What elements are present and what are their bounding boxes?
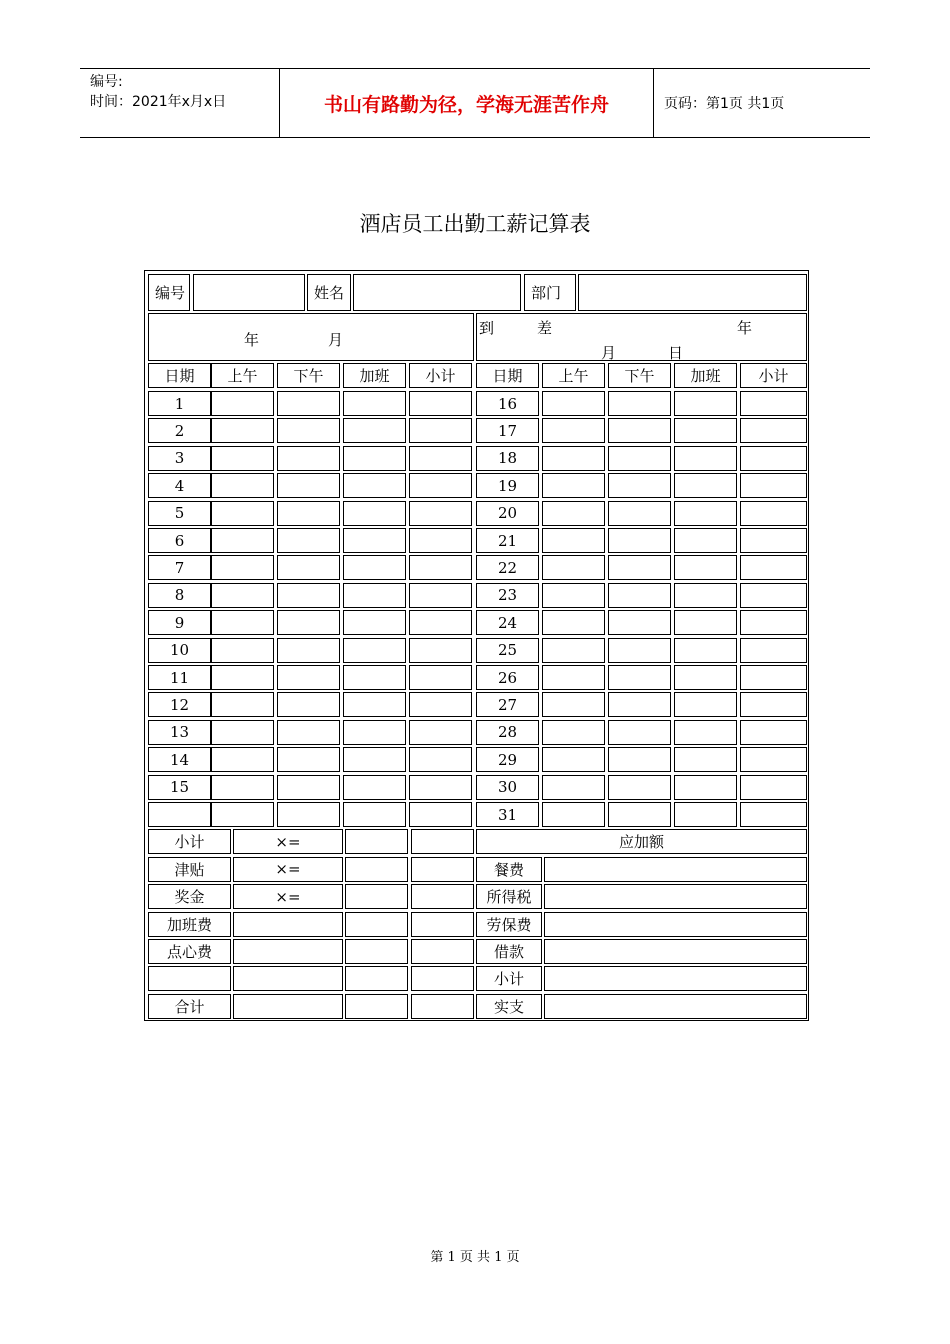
day-cell: 24 [476, 610, 539, 635]
period-year: 年 [244, 331, 260, 349]
day-cell: 31 [476, 802, 539, 827]
entry-cell [409, 692, 472, 717]
day-cell [148, 802, 211, 827]
column-header-0: 日期 [148, 363, 211, 388]
summary-right-value [544, 994, 807, 1019]
period-right [476, 313, 807, 361]
entry-cell [343, 638, 406, 663]
entry-cell [740, 418, 807, 443]
entry-cell [409, 418, 472, 443]
column-header-4: 小计 [409, 363, 472, 388]
summary-formula [233, 912, 343, 937]
column-header-3: 加班 [343, 363, 406, 388]
entry-cell [211, 720, 274, 745]
summary-right-value [544, 939, 807, 964]
info-dept-value [578, 274, 807, 311]
period-month2: 月 [601, 344, 617, 362]
entry-cell [740, 747, 807, 772]
summary-right-label: 小计 [476, 966, 542, 991]
day-cell: 2 [148, 418, 211, 443]
entry-cell [211, 665, 274, 690]
header-motto: 书山有路勤为径，学海无涯苦作舟 [280, 69, 654, 137]
entry-cell [277, 720, 340, 745]
entry-cell [277, 418, 340, 443]
day-cell: 18 [476, 446, 539, 471]
entry-cell [674, 501, 737, 526]
day-cell: 6 [148, 528, 211, 553]
entry-cell [674, 692, 737, 717]
summary-formula [233, 966, 343, 991]
entry-cell [608, 610, 671, 635]
entry-cell [740, 638, 807, 663]
entry-cell [542, 446, 605, 471]
entry-cell [343, 775, 406, 800]
entry-cell [277, 473, 340, 498]
entry-cell [211, 391, 274, 416]
summary-right-value [544, 912, 807, 937]
entry-cell [608, 747, 671, 772]
summary-right-value [544, 857, 807, 882]
summary-right-label: 实支 [476, 994, 542, 1019]
entry-cell [608, 528, 671, 553]
day-cell: 3 [148, 446, 211, 471]
entry-cell [343, 528, 406, 553]
entry-cell [608, 775, 671, 800]
entry-cell [740, 692, 807, 717]
day-cell: 25 [476, 638, 539, 663]
entry-cell [674, 802, 737, 827]
column-header-1: 上午 [211, 363, 274, 388]
summary-value [411, 912, 474, 937]
day-cell: 17 [476, 418, 539, 443]
entry-cell [211, 528, 274, 553]
entry-cell [608, 473, 671, 498]
entry-cell [277, 391, 340, 416]
entry-cell [674, 418, 737, 443]
entry-cell [343, 720, 406, 745]
entry-cell [409, 775, 472, 800]
entry-cell [277, 555, 340, 580]
day-cell: 7 [148, 555, 211, 580]
entry-cell [211, 501, 274, 526]
entry-cell [674, 391, 737, 416]
entry-cell [343, 418, 406, 443]
summary-label: 小计 [148, 829, 231, 854]
entry-cell [674, 638, 737, 663]
entry-cell [409, 446, 472, 471]
period-to: 到 [479, 319, 495, 337]
entry-cell [542, 747, 605, 772]
day-cell: 30 [476, 775, 539, 800]
entry-cell [740, 391, 807, 416]
header-page-info: 页码：第1页 共1页 [664, 96, 785, 112]
summary-label: 合计 [148, 994, 231, 1019]
period-left [148, 313, 474, 361]
entry-cell [277, 665, 340, 690]
day-cell: 21 [476, 528, 539, 553]
entry-cell [211, 555, 274, 580]
day-cell: 9 [148, 610, 211, 635]
info-number-value [193, 274, 305, 311]
entry-cell [409, 528, 472, 553]
summary-label [148, 966, 231, 991]
page-header [80, 68, 870, 138]
entry-cell [674, 528, 737, 553]
day-cell: 8 [148, 583, 211, 608]
entry-cell [674, 583, 737, 608]
info-number-label: 编号 [148, 274, 190, 311]
day-cell: 26 [476, 665, 539, 690]
entry-cell [277, 638, 340, 663]
period-day2: 日 [668, 344, 684, 362]
entry-cell [343, 665, 406, 690]
entry-cell [674, 775, 737, 800]
summary-value [411, 884, 474, 909]
entry-cell [542, 391, 605, 416]
summary-value [345, 857, 408, 882]
summary-value [345, 829, 408, 854]
day-cell: 19 [476, 473, 539, 498]
entry-cell [211, 446, 274, 471]
summary-value [345, 966, 408, 991]
summary-right-label: 劳保费 [476, 912, 542, 937]
page-title: 酒店员工出勤工薪记算表 [359, 212, 591, 236]
entry-cell [740, 555, 807, 580]
entry-cell [211, 583, 274, 608]
entry-cell [343, 692, 406, 717]
summary-value [345, 884, 408, 909]
entry-cell [740, 446, 807, 471]
column-header-6: 上午 [542, 363, 605, 388]
entry-cell [608, 802, 671, 827]
column-header-5: 日期 [476, 363, 539, 388]
entry-cell [674, 610, 737, 635]
entry-cell [277, 501, 340, 526]
entry-cell [409, 802, 472, 827]
entry-cell [542, 638, 605, 663]
salary-table [144, 270, 809, 1021]
day-cell: 22 [476, 555, 539, 580]
summary-value [345, 939, 408, 964]
summary-formula: ×= [233, 884, 343, 909]
entry-cell [740, 501, 807, 526]
day-cell: 12 [148, 692, 211, 717]
entry-cell [608, 720, 671, 745]
summary-right-value [544, 966, 807, 991]
entry-cell [277, 747, 340, 772]
entry-cell [608, 446, 671, 471]
summary-formula [233, 994, 343, 1019]
entry-cell [211, 802, 274, 827]
day-cell: 28 [476, 720, 539, 745]
day-cell: 14 [148, 747, 211, 772]
summary-value [411, 857, 474, 882]
entry-cell [608, 555, 671, 580]
column-header-7: 下午 [608, 363, 671, 388]
entry-cell [740, 473, 807, 498]
entry-cell [674, 747, 737, 772]
summary-value [345, 994, 408, 1019]
entry-cell [740, 775, 807, 800]
entry-cell [211, 418, 274, 443]
entry-cell [277, 802, 340, 827]
day-cell: 11 [148, 665, 211, 690]
period-year2: 年 [737, 319, 753, 337]
header-meta [80, 69, 280, 137]
day-cell: 1 [148, 391, 211, 416]
entry-cell [740, 665, 807, 690]
header-number-label: 编号: [90, 74, 123, 90]
entry-cell [542, 528, 605, 553]
entry-cell [542, 692, 605, 717]
header-time-label: 时间：2021年x月x日 [90, 94, 227, 110]
entry-cell [343, 583, 406, 608]
column-header-9: 小计 [740, 363, 807, 388]
entry-cell [277, 775, 340, 800]
entry-cell [409, 583, 472, 608]
entry-cell [277, 446, 340, 471]
entry-cell [211, 610, 274, 635]
entry-cell [740, 720, 807, 745]
summary-formula: ×= [233, 857, 343, 882]
entry-cell [740, 583, 807, 608]
info-name-label: 姓名 [307, 274, 351, 311]
entry-cell [542, 583, 605, 608]
day-cell: 5 [148, 501, 211, 526]
entry-cell [211, 473, 274, 498]
entry-cell [542, 418, 605, 443]
day-cell: 16 [476, 391, 539, 416]
page-footer: 第 1 页 共 1 页 [430, 1250, 520, 1265]
entry-cell [409, 747, 472, 772]
info-name-value [353, 274, 521, 311]
entry-cell [542, 555, 605, 580]
entry-cell [740, 610, 807, 635]
entry-cell [277, 583, 340, 608]
entry-cell [211, 775, 274, 800]
entry-cell [343, 610, 406, 635]
entry-cell [409, 638, 472, 663]
summary-label: 奖金 [148, 884, 231, 909]
entry-cell [608, 665, 671, 690]
day-cell: 29 [476, 747, 539, 772]
entry-cell [409, 473, 472, 498]
entry-cell [674, 473, 737, 498]
day-cell: 20 [476, 501, 539, 526]
entry-cell [674, 665, 737, 690]
entry-cell [542, 720, 605, 745]
entry-cell [343, 501, 406, 526]
entry-cell [608, 418, 671, 443]
entry-cell [343, 747, 406, 772]
summary-label: 津贴 [148, 857, 231, 882]
column-header-2: 下午 [277, 363, 340, 388]
day-cell: 13 [148, 720, 211, 745]
summary-value [411, 939, 474, 964]
entry-cell [409, 720, 472, 745]
entry-cell [343, 555, 406, 580]
period-month: 月 [328, 331, 344, 349]
day-cell: 23 [476, 583, 539, 608]
entry-cell [343, 446, 406, 471]
day-cell: 15 [148, 775, 211, 800]
summary-formula [233, 939, 343, 964]
entry-cell [211, 638, 274, 663]
summary-formula: ×= [233, 829, 343, 854]
summary-label: 点心费 [148, 939, 231, 964]
summary-right-label: 借款 [476, 939, 542, 964]
entry-cell [674, 446, 737, 471]
entry-cell [608, 638, 671, 663]
summary-right-label: 餐费 [476, 857, 542, 882]
entry-cell [211, 747, 274, 772]
entry-cell [608, 391, 671, 416]
entry-cell [409, 391, 472, 416]
entry-cell [542, 501, 605, 526]
day-cell: 4 [148, 473, 211, 498]
entry-cell [542, 802, 605, 827]
entry-cell [674, 720, 737, 745]
entry-cell [542, 665, 605, 690]
entry-cell [608, 501, 671, 526]
entry-cell [542, 775, 605, 800]
entry-cell [542, 610, 605, 635]
summary-value [411, 829, 474, 854]
summary-value [411, 994, 474, 1019]
entry-cell [409, 501, 472, 526]
entry-cell [608, 583, 671, 608]
entry-cell [343, 802, 406, 827]
summary-value [345, 912, 408, 937]
entry-cell [409, 555, 472, 580]
entry-cell [277, 692, 340, 717]
entry-cell [277, 610, 340, 635]
day-cell: 10 [148, 638, 211, 663]
summary-right-label: 所得税 [476, 884, 542, 909]
summary-right-header: 应加额 [476, 829, 807, 854]
entry-cell [542, 473, 605, 498]
entry-cell [674, 555, 737, 580]
entry-cell [740, 802, 807, 827]
entry-cell [608, 692, 671, 717]
entry-cell [740, 528, 807, 553]
summary-value [411, 966, 474, 991]
entry-cell [211, 692, 274, 717]
entry-cell [409, 665, 472, 690]
entry-cell [409, 610, 472, 635]
day-cell: 27 [476, 692, 539, 717]
entry-cell [277, 528, 340, 553]
period-diff: 差 [537, 319, 553, 337]
entry-cell [343, 391, 406, 416]
column-header-8: 加班 [674, 363, 737, 388]
summary-right-value [544, 884, 807, 909]
info-dept-label: 部门 [524, 274, 576, 311]
summary-label: 加班费 [148, 912, 231, 937]
entry-cell [343, 473, 406, 498]
